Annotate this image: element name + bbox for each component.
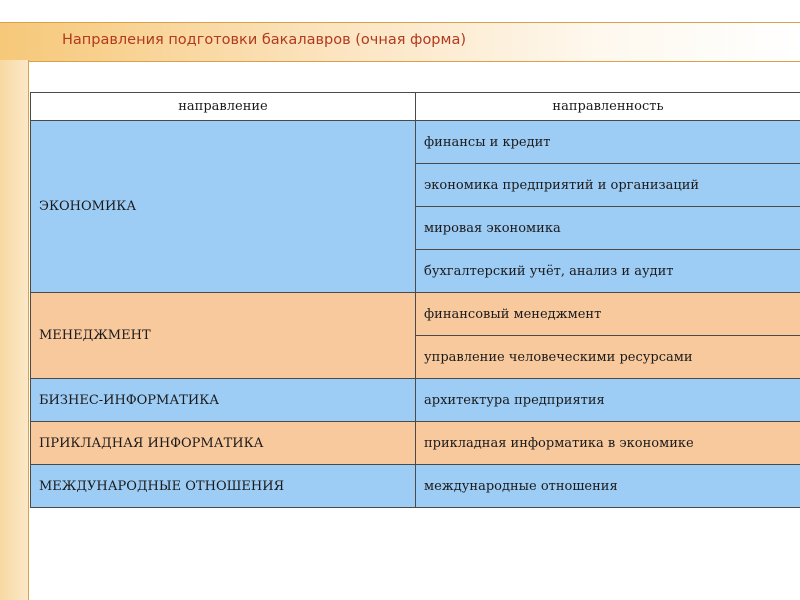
profile-cell: финансы и кредит bbox=[416, 121, 800, 164]
direction-cell: БИЗНЕС-ИНФОРМАТИКА bbox=[31, 379, 416, 422]
profile-cell: архитектура предприятия bbox=[416, 379, 800, 422]
table-row bbox=[31, 422, 800, 465]
profile-cell: бухгалтерский учёт, анализ и аудит bbox=[416, 250, 800, 293]
profile-cell: управление человеческими ресурсами bbox=[416, 336, 800, 379]
direction-cell: ЭКОНОМИКА bbox=[31, 121, 416, 293]
profile-cell: прикладная информатика в экономике bbox=[416, 422, 800, 465]
programs-table bbox=[30, 92, 800, 508]
table-row bbox=[31, 121, 800, 164]
direction-cell: ПРИКЛАДНАЯ ИНФОРМАТИКА bbox=[31, 422, 416, 465]
direction-cell: МЕЖДУНАРОДНЫЕ ОТНОШЕНИЯ bbox=[31, 465, 416, 508]
direction-cell: МЕНЕДЖМЕНТ bbox=[31, 293, 416, 379]
header-profile: направленность bbox=[416, 93, 800, 121]
page-title: Направления подготовки бакалавров (очная форма) bbox=[62, 32, 466, 48]
profile-cell: финансовый менеджмент bbox=[416, 293, 800, 336]
profile-cell: экономика предприятий и организаций bbox=[416, 164, 800, 207]
left-decorative-bar bbox=[0, 60, 29, 600]
table-header-row bbox=[31, 93, 800, 121]
header-direction: направление bbox=[31, 93, 416, 121]
profile-cell: мировая экономика bbox=[416, 207, 800, 250]
profile-cell: международные отношения bbox=[416, 465, 800, 508]
table-row bbox=[31, 465, 800, 508]
table-row bbox=[31, 379, 800, 422]
table-row bbox=[31, 293, 800, 336]
